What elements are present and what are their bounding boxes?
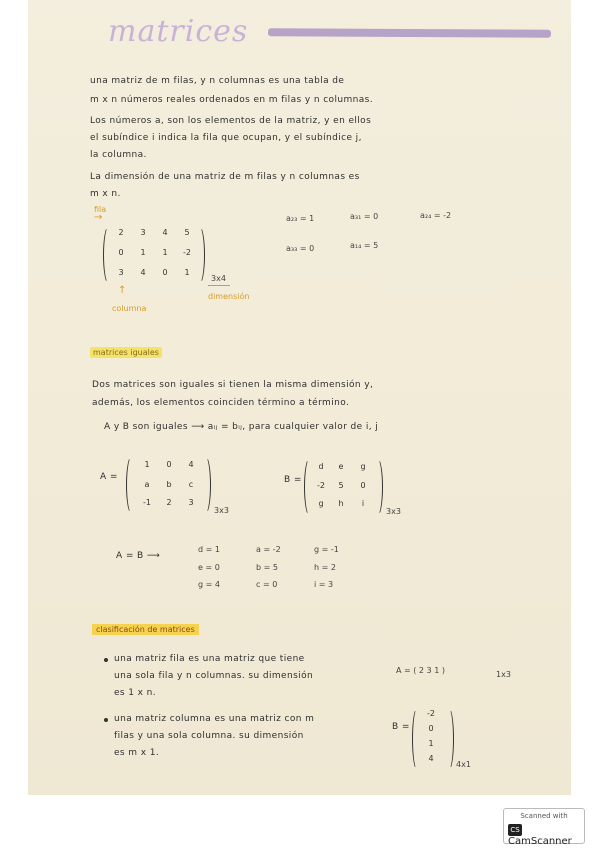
equality-label: A = B ⟶: [116, 551, 161, 561]
dimension-underline: [208, 285, 230, 286]
matrix-cell: 2: [118, 228, 124, 237]
solution-value: i = 3: [314, 580, 334, 589]
intro-line: Los números a, son los elementos de la matriz, y en ellos: [90, 116, 372, 126]
element-value: a₂₃ = 1: [286, 214, 315, 223]
column-matrix-text: es m x 1.: [114, 748, 160, 758]
intro-line: una matriz de m filas, y n columnas es una tabla de: [90, 76, 345, 86]
matrix-cell: 3: [140, 228, 146, 237]
column-matrix-text: filas y una sola columna. su dimensión: [114, 731, 304, 741]
row-matrix-dimension: 1x3: [496, 670, 511, 679]
matrix-b-dimension: 3x3: [386, 507, 401, 516]
matrix-cell: 1: [144, 460, 150, 469]
row-matrix-text: una matriz fila es una matriz que tiene: [114, 654, 305, 664]
intro-line: m x n números reales ordenados en m filas y n columnas.: [90, 95, 373, 105]
element-value: a₃₁ = 0: [350, 212, 379, 221]
matrix-cell: 3: [118, 268, 124, 277]
camscanner-logo-icon: CS: [508, 824, 522, 836]
solution-value: e = 0: [198, 563, 220, 572]
right-bracket: [372, 458, 383, 516]
matrix-a-label: A =: [100, 472, 118, 482]
matrix-cell: d: [318, 462, 324, 471]
solution-value: h = 2: [314, 563, 336, 572]
matrix-dimension: 3x4: [211, 274, 226, 283]
matrix-cell: -2: [427, 709, 435, 718]
matrix-cell: 0: [360, 481, 366, 490]
matrix-cell: 1: [428, 739, 434, 748]
matrix-cell: h: [338, 499, 344, 508]
left-bracket: [126, 456, 137, 514]
matrix-cell: e: [338, 462, 344, 471]
intro-line: el subíndice i indica la fila que ocupan, y el subíndice j,: [90, 133, 362, 143]
matrix-cell: 0: [166, 460, 172, 469]
matrix-cell: 4: [162, 228, 168, 237]
matrix-cell: 0: [162, 268, 168, 277]
matrix-cell: 1: [140, 248, 146, 257]
title-underline: [268, 28, 551, 37]
matrix-cell: i: [361, 499, 365, 508]
matrix-cell: g: [318, 499, 324, 508]
camscanner-watermark: [503, 808, 585, 847]
matrix-cell: -2: [317, 481, 325, 490]
intro-line: m x n.: [90, 189, 121, 199]
element-value: a₁₄ = 5: [350, 241, 379, 250]
bullet-icon: [104, 658, 108, 662]
solution-value: d = 1: [198, 545, 220, 554]
element-value: a₃₃ = 0: [286, 244, 315, 253]
column-matrix-label: B =: [392, 722, 410, 732]
matrix-cell: -1: [143, 498, 151, 507]
camscanner-name: CamScanner: [508, 836, 572, 847]
element-value: a₂₄ = -2: [420, 211, 452, 220]
intro-line: La dimensión de una matriz de m filas y n columnas es: [90, 172, 360, 182]
equal-rule: A y B son iguales ⟶ aᵢⱼ = bᵢⱼ, para cualquier valor de i, j: [104, 422, 379, 432]
page-title: matrices: [108, 14, 249, 49]
column-matrix-dimension: 4x1: [456, 760, 471, 769]
right-arrow-icon: →: [94, 212, 103, 223]
matrix-cell: 4: [188, 460, 194, 469]
row-matrix-text: es 1 x n.: [114, 688, 157, 698]
column-annotation: columna: [112, 304, 147, 313]
matrix-cell: 0: [118, 248, 124, 257]
intro-line: la columna.: [90, 150, 147, 160]
matrix-cell: c: [188, 480, 194, 489]
bullet-icon: [104, 718, 108, 722]
notebook-page: [28, 0, 571, 795]
solution-value: c = 0: [256, 580, 278, 589]
matrix-cell: b: [166, 480, 172, 489]
solution-value: g = -1: [314, 545, 339, 554]
up-arrow-icon: ↑: [118, 285, 127, 296]
solution-value: g = 4: [198, 580, 220, 589]
matrix-cell: 1: [162, 248, 168, 257]
section-heading: [92, 625, 199, 634]
matrix-cell: a: [144, 480, 150, 489]
matrix-cell: 2: [166, 498, 172, 507]
matrix-cell: 4: [428, 754, 434, 763]
matrix-cell: 5: [338, 481, 344, 490]
matrix-cell: 3: [188, 498, 194, 507]
row-matrix-example: A = ( 2 3 1 ): [396, 666, 445, 675]
right-bracket: [444, 708, 454, 770]
section-heading: [90, 348, 162, 357]
solution-value: a = -2: [256, 545, 281, 554]
camscanner-brand: [508, 824, 584, 847]
left-bracket: [412, 708, 422, 770]
section-heading-text: matrices iguales: [90, 347, 162, 358]
column-matrix-text: una matriz columna es una matriz con m: [114, 714, 315, 724]
matrix-cell: 4: [140, 268, 146, 277]
solution-value: b = 5: [256, 563, 278, 572]
matrix-cell: 0: [428, 724, 434, 733]
section-heading-text: clasificación de matrices: [92, 624, 199, 635]
equal-text-line: además, los elementos coinciden término a término.: [92, 398, 350, 408]
row-matrix-text: una sola fila y n columnas. su dimensión: [114, 671, 314, 681]
equal-text-line: Dos matrices son iguales si tienen la misma dimensión y,: [92, 380, 374, 390]
matrix-cell: 1: [184, 268, 190, 277]
matrix-a-dimension: 3x3: [214, 506, 229, 515]
right-bracket: [200, 456, 211, 514]
dimension-annotation: dimensión: [208, 292, 250, 301]
scanned-with-label: Scanned with: [520, 812, 568, 820]
matrix-b-label: B =: [284, 475, 302, 485]
matrix-cell: 5: [184, 228, 190, 237]
row-annotation: fila: [94, 205, 107, 214]
matrix-cell: g: [360, 462, 366, 471]
matrix-cell: -2: [183, 248, 191, 257]
